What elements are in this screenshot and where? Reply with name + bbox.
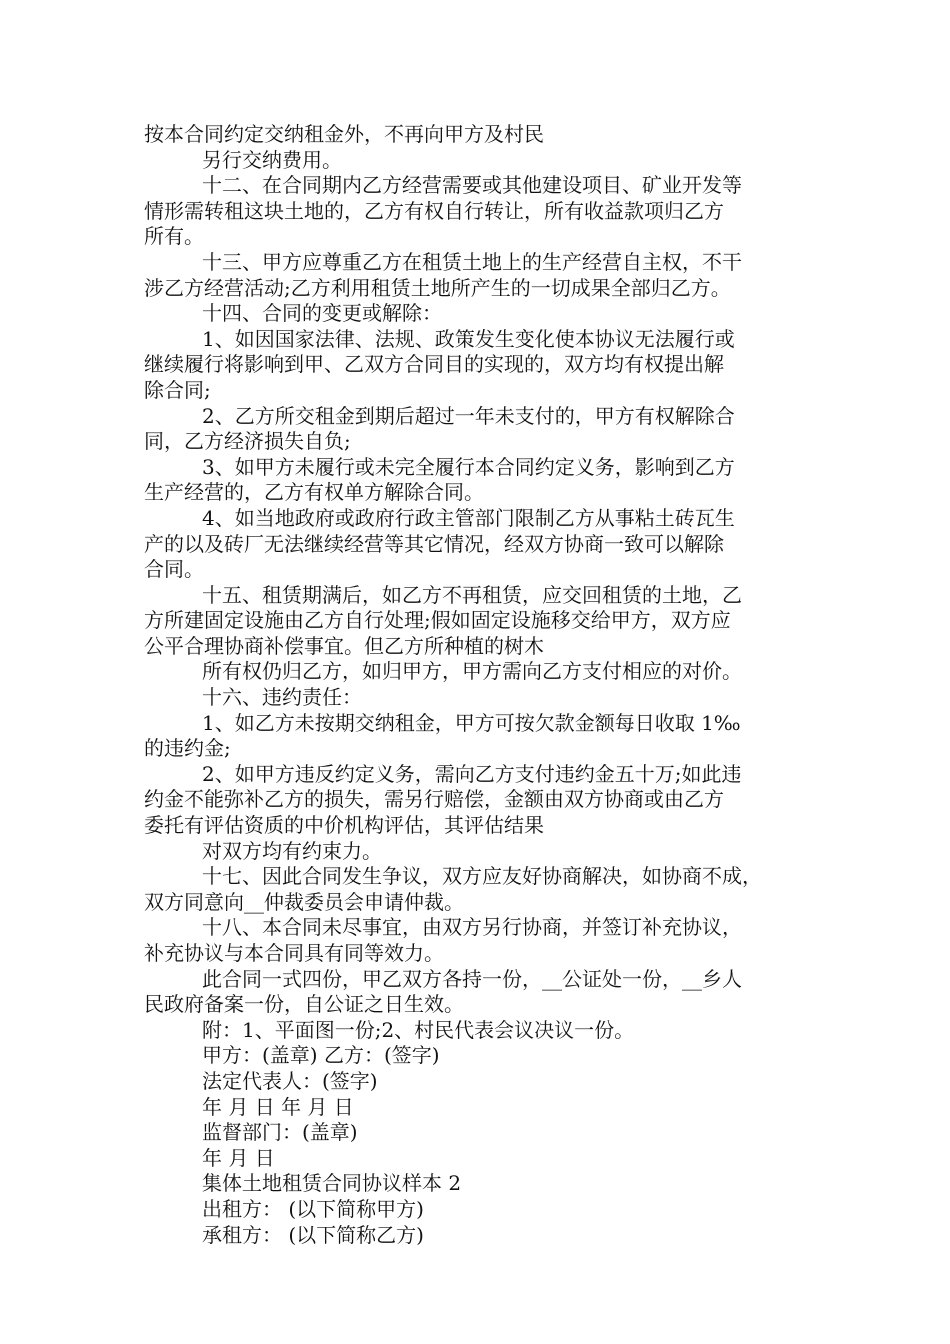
text-line: 公平合理协商补偿事宜。但乙方所种植的树木 bbox=[144, 633, 544, 658]
text-line: 另行交纳费用。 bbox=[202, 147, 342, 172]
text-line: 除合同; bbox=[144, 377, 211, 402]
text-line: 集体土地租赁合同协议样本 2 bbox=[202, 1171, 462, 1196]
text-line: 情形需转租这块土地的，乙方有权自行转让，所有收益款项归乙方 bbox=[144, 198, 724, 223]
text-line: 十七、因此合同发生争议，双方应友好协商解决，如协商不成， bbox=[202, 864, 762, 889]
text-line: 补充协议与本合同具有同等效力。 bbox=[144, 941, 444, 965]
text-line: 出租方： (以下简称甲方) bbox=[202, 1196, 424, 1221]
text-line: 十三、甲方应尊重乙方在租赁土地上的生产经营自主权，不干 bbox=[202, 249, 742, 274]
text-line: 法定代表人：(签字) bbox=[202, 1068, 378, 1093]
text-line: 产的以及砖厂无法继续经营等其它情况，经双方协商一致可以解除 bbox=[144, 531, 724, 556]
text-line: 按本合同约定交纳租金外，不再向甲方及村民 bbox=[144, 122, 544, 146]
text-line: 生产经营的，乙方有权单方解除合同。 bbox=[144, 480, 484, 505]
text-line: 所有。 bbox=[144, 224, 204, 249]
text-line: 十五、租赁期满后，如乙方不再租赁，应交回租赁的土地，乙 bbox=[202, 582, 742, 607]
text-line: 双方同意向__仲裁委员会申请仲裁。 bbox=[144, 889, 464, 914]
text-line: 方所建固定设施由乙方自行处理;假如固定设施移交给甲方，双方应 bbox=[144, 608, 731, 633]
text-line: 十六、违约责任： bbox=[202, 685, 362, 710]
text-line: 甲方：(盖章) 乙方：(签字) bbox=[202, 1043, 440, 1068]
text-line: 十二、在合同期内乙方经营需要或其他建设项目、矿业开发等 bbox=[202, 173, 742, 198]
text-line: 委托有评估资质的中价机构评估，其评估结果 bbox=[144, 813, 544, 838]
text-line: 4、如当地政府或政府行政主管部门限制乙方从事粘土砖瓦生 bbox=[202, 505, 735, 530]
text-line: 对双方均有约束力。 bbox=[202, 838, 382, 863]
text-line: 的违约金; bbox=[144, 736, 231, 761]
text-line: 附：1、平面图一份;2、村民代表会议决议一份。 bbox=[202, 1017, 635, 1042]
text-line: 1、如乙方未按期交纳租金，甲方可按欠款金额每日收取 1‰ bbox=[202, 710, 741, 735]
text-line: 此合同一式四份，甲乙双方各持一份，__公证处一份，__乡人 bbox=[202, 966, 742, 991]
text-line: 3、如甲方未履行或未完全履行本合同约定义务，影响到乙方 bbox=[202, 454, 735, 479]
text-line: 十八、本合同未尽事宜，由双方另行协商，并签订补充协议， bbox=[202, 915, 742, 940]
text-line: 民政府备案一份，自公证之日生效。 bbox=[144, 992, 464, 1017]
text-line: 同，乙方经济损失自负; bbox=[144, 429, 351, 454]
text-line: 承租方： (以下简称乙方) bbox=[202, 1222, 424, 1247]
text-line: 所有权仍归乙方，如归甲方，甲方需向乙方支付相应的对价。 bbox=[202, 659, 742, 684]
text-line: 2、如甲方违反约定义务，需向乙方支付违约金五十万;如此违 bbox=[202, 761, 742, 786]
text-line: 年 月 日 bbox=[202, 1145, 275, 1170]
text-line: 十四、合同的变更或解除： bbox=[202, 301, 442, 326]
text-line: 合同。 bbox=[144, 557, 204, 582]
text-line: 监督部门：(盖章) bbox=[202, 1120, 358, 1145]
text-line: 继续履行将影响到甲、乙双方合同目的实现的，双方均有权提出解 bbox=[144, 352, 724, 377]
text-line: 2、乙方所交租金到期后超过一年未支付的，甲方有权解除合 bbox=[202, 403, 735, 428]
document-body bbox=[144, 122, 820, 1248]
text-line: 1、如因国家法律、法规、政策发生变化使本协议无法履行或 bbox=[202, 326, 735, 351]
text-line: 约金不能弥补乙方的损失，需另行赔偿，金额由双方协商或由乙方 bbox=[144, 787, 724, 812]
text-line: 年 月 日 年 月 日 bbox=[202, 1094, 354, 1119]
text-line: 涉乙方经营活动;乙方利用租赁土地所产生的一切成果全部归乙方。 bbox=[144, 275, 731, 300]
